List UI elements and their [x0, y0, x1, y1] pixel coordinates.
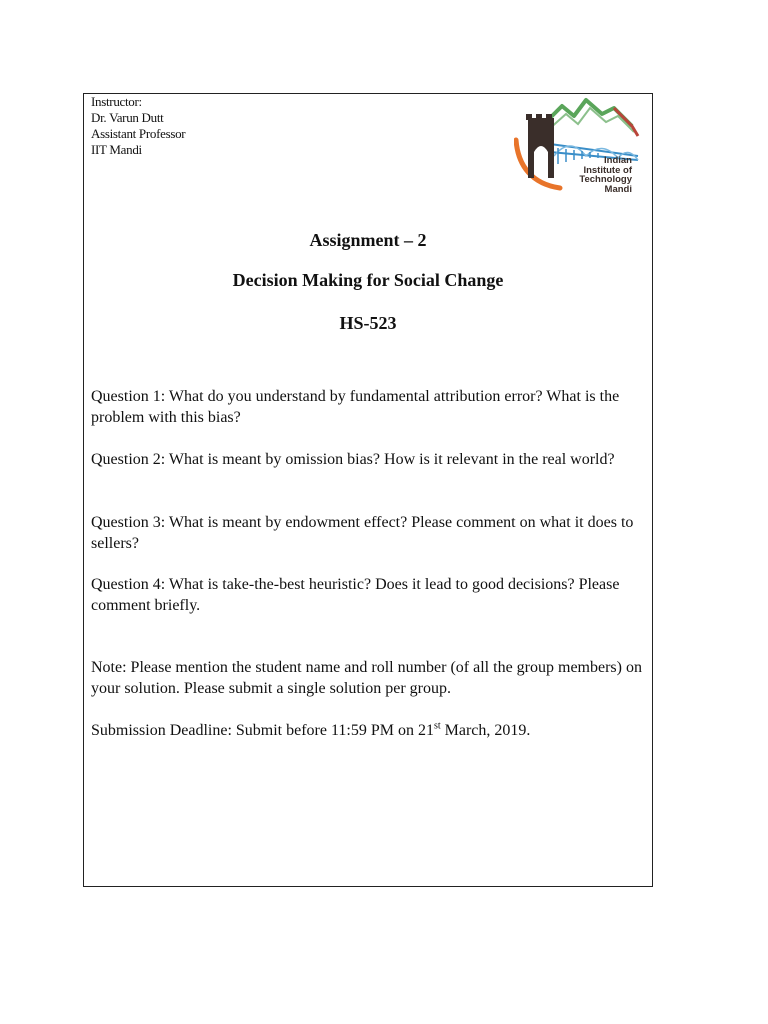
iit-mandi-logo: [514, 96, 646, 200]
course-code: HS-523: [339, 313, 397, 333]
logo-line-3: Technology: [579, 174, 632, 185]
instructor-block: [91, 94, 185, 158]
deadline-superscript: st: [433, 720, 441, 732]
document-frame: [83, 93, 653, 887]
logo-line-4: Mandi: [604, 183, 632, 195]
logo-wordmark: [579, 156, 632, 194]
question-3: Question 3: What is meant by endowment effect? Please comment on what it does to sellers?: [91, 514, 634, 552]
logo-line-1: Indian: [604, 155, 632, 166]
question-4: Question 4: What is take-the-best heuristic? Does it lead to good decisions? Please comment briefly.: [91, 576, 620, 614]
assignment-title: Assignment – 2: [309, 230, 427, 250]
deadline-suffix: March, 2019.: [440, 722, 531, 739]
submission-deadline: [91, 720, 651, 741]
instructor-label: Instructor:: [91, 94, 142, 109]
question-1: Question 1: What do you understand by fundamental attribution error? What is the problem with this bias?: [91, 388, 620, 426]
submission-note: Note: Please mention the student name and roll number (of all the group members) on your solution. Please submit a single solution per group.: [91, 659, 642, 697]
deadline-prefix: Submission Deadline: Submit before 11:59 PM on 21: [91, 722, 434, 739]
logo-line-2: Institute of: [583, 164, 632, 176]
instructor-designation: Assistant Professor: [91, 126, 186, 141]
instructor-name: Dr. Varun Dutt: [91, 110, 164, 125]
course-title: Decision Making for Social Change: [232, 270, 504, 290]
question-2: Question 2: What is meant by omission bias? How is it relevant in the real world?: [91, 451, 615, 468]
instructor-institute: IIT Mandi: [91, 142, 142, 157]
